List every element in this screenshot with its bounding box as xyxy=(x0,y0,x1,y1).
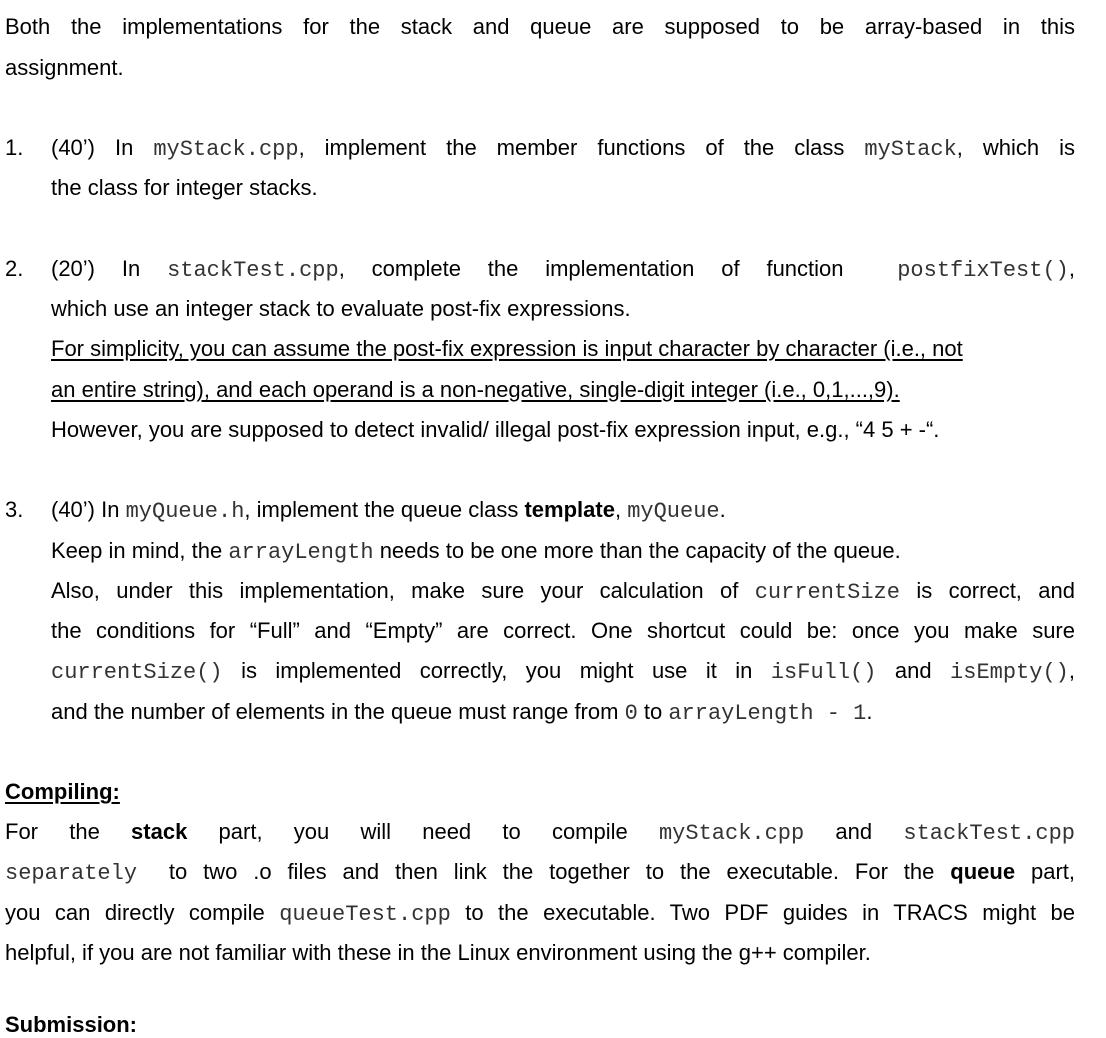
code-term: currentSize xyxy=(754,580,900,605)
text: to the executable. Two PDF guides in TRACS might be xyxy=(450,900,1075,925)
file-name: stackTest.cpp xyxy=(903,821,1076,846)
text: to xyxy=(637,699,669,724)
item-1-line-1 xyxy=(51,135,1075,165)
text: , xyxy=(1068,658,1075,683)
text: you can directly compile xyxy=(5,900,280,925)
emphasis: stack xyxy=(131,819,188,844)
item-3-line-2 xyxy=(51,538,901,568)
text: , complete the implementation of function xyxy=(338,256,871,281)
item-1-line-2: the class for integer stacks. xyxy=(51,175,318,200)
item-2-assumption-line-1: For simplicity, you can assume the post-fix expression is input character by character (i.e., not xyxy=(51,336,963,361)
item-2-line-1 xyxy=(51,256,1075,286)
text: Also, under this implementation, make sure your calculation of xyxy=(51,578,755,603)
code-term: arrayLength - 1 xyxy=(668,701,867,726)
text: part, you will need to compile xyxy=(187,819,659,844)
code-term: isFull() xyxy=(770,660,877,685)
text: , which is xyxy=(956,135,1075,160)
intro-line-2: assignment. xyxy=(5,55,124,80)
item-number: 2. xyxy=(5,256,24,281)
text: and the number of elements in the queue must range from xyxy=(51,699,625,724)
points-label: (20’) In xyxy=(51,256,168,281)
text: is correct, and xyxy=(899,578,1075,603)
compiling-line-4: helpful, if you are not familiar with these in the Linux environment using the g++ compiler. xyxy=(5,940,871,965)
class-name: myQueue xyxy=(627,499,720,524)
item-3-line-1 xyxy=(51,497,726,527)
code-term: 0 xyxy=(624,701,638,726)
intro-line-1: Both the implementations for the stack and queue are supposed to be array-based in this xyxy=(5,14,1075,39)
class-name: myStack xyxy=(864,137,957,162)
item-2-assumption-line-2: an entire string), and each operand is a non-negative, single-digit integer (i.e., 0,1,...,9). xyxy=(51,377,900,402)
code-term: isEmpty() xyxy=(950,660,1069,685)
item-2-line-2: which use an integer stack to evaluate post-fix expressions. xyxy=(51,296,631,321)
compiling-line-1 xyxy=(5,819,1075,849)
text: . xyxy=(719,497,726,522)
item-2-line-5: However, you are supposed to detect invalid/ illegal post-fix expression input, e.g., “4 5 + -“. xyxy=(51,417,940,442)
text: , implement the member functions of the class xyxy=(298,135,865,160)
code-term: currentSize() xyxy=(51,660,223,685)
emphasis: template xyxy=(524,497,615,522)
text: For the xyxy=(5,819,132,844)
file-name: queueTest.cpp xyxy=(279,902,451,927)
file-name: stackTest.cpp xyxy=(167,258,339,283)
points-label: (40’) In xyxy=(51,497,126,522)
item-3-line-5 xyxy=(51,658,1075,688)
text: needs to be one more than the capacity of the queue. xyxy=(373,538,901,563)
points-label: (40’) In xyxy=(51,135,154,160)
file-name: myStack.cpp xyxy=(153,137,299,162)
function-name: postfixTest() xyxy=(897,258,1069,283)
intro-paragraph xyxy=(5,14,1075,44)
text: . xyxy=(866,699,873,724)
item-number: 3. xyxy=(5,497,24,522)
item-3-line-3 xyxy=(51,578,1075,608)
text: , xyxy=(1068,256,1075,281)
file-name: myStack.cpp xyxy=(658,821,805,846)
text: , xyxy=(614,497,628,522)
text: Keep in mind, the xyxy=(51,538,229,563)
compiling-line-2 xyxy=(5,859,1075,889)
item-3-line-6 xyxy=(51,699,873,729)
text: , implement the queue class xyxy=(244,497,525,522)
text: and xyxy=(876,658,951,683)
text: is implemented correctly, you might use it in xyxy=(222,658,771,683)
emphasis: queue xyxy=(950,859,1016,884)
text: and xyxy=(804,819,904,844)
item-3-line-4: the conditions for “Full” and “Empty” are correct. One shortcut could be: once you make sure xyxy=(51,618,1075,643)
text: to two .o files and then link the together to the executable. For the xyxy=(152,859,951,884)
code-term: arrayLength xyxy=(228,540,374,565)
code-term: separately xyxy=(5,861,138,886)
compiling-line-3 xyxy=(5,900,1075,930)
file-name: myQueue.h xyxy=(125,499,245,524)
text: part, xyxy=(1015,859,1075,884)
next-heading-partial: Submission: xyxy=(5,1012,138,1037)
item-number: 1. xyxy=(5,135,24,160)
compiling-heading: Compiling: xyxy=(5,779,120,804)
